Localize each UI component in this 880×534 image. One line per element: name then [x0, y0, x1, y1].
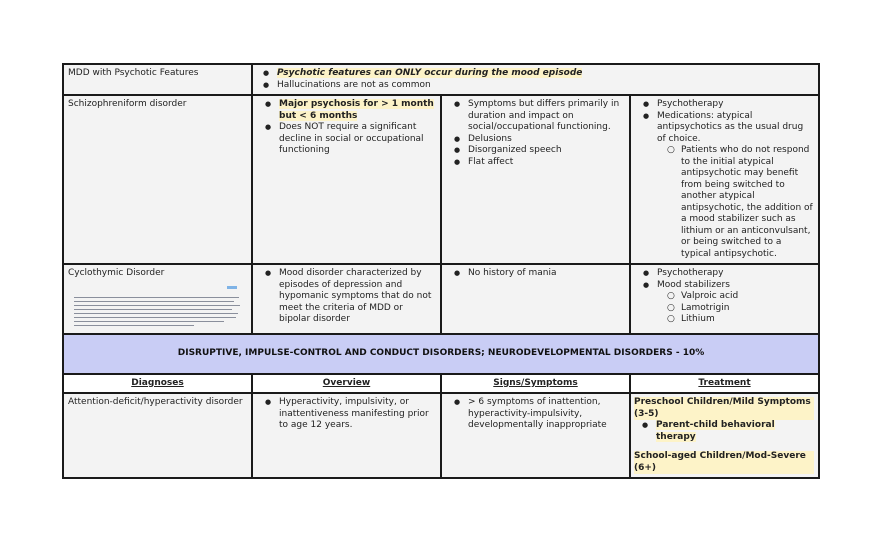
treatment-heading-preschool: Preschool Children/Mild Symptoms (3-5) [634, 397, 814, 420]
diagnosis-name: Cyclothymic Disorder [68, 268, 165, 278]
section-title: DISRUPTIVE, IMPULSE-CONTROL AND CONDUCT DISORDERS; NEURODEVELOPMENTAL DISORDERS - 10% [63, 334, 819, 374]
signs-list [446, 268, 625, 280]
list-item: ● Psychotherapy [657, 99, 814, 111]
sub-list-item: ○ Patients who do not respond to the initial atypical antipsychotic may benefit from being switched to another atypical antipsychotic, the addition of a mood stabilizer such as lithium or an anticonvulsant, or being switched to a typical antipsychotic. [681, 145, 814, 260]
treatment-cell [630, 264, 819, 334]
list-item: ● Hyperactivity, impulsivity, or inattentiveness manifesting prior to age 12 years. [279, 397, 436, 432]
list-item: ● Psychotherapy [657, 268, 814, 280]
diagnosis-cell [63, 95, 252, 264]
signs-cell [441, 393, 630, 478]
diagnosis-cell [63, 64, 252, 95]
header-treatment: Treatment [630, 374, 819, 394]
signs-cell [441, 95, 630, 264]
overview-cell [252, 95, 441, 264]
signs-list [446, 99, 625, 168]
diagnosis-name: Schizophreniform disorder [68, 99, 187, 109]
list-item: ● > 6 symptoms of inattention, hyperactivity-impulsivity, developmentally inappropriate [468, 397, 625, 432]
header-signs: Signs/Symptoms [441, 374, 630, 394]
overview-list [257, 268, 436, 326]
snippet-line [74, 313, 238, 314]
list-item: ● Psychotic features can ONLY occur during the mood episode [277, 68, 814, 80]
sub-list-item: ○ Valproic acid [681, 291, 814, 303]
table-row-mdd [63, 64, 819, 95]
embedded-text-snippet-image [68, 286, 243, 330]
table-row-cyclothymic [63, 264, 819, 334]
snippet-line [74, 309, 232, 310]
overview-cell [252, 64, 819, 95]
list-item: ● Hallucinations are not as common [277, 80, 814, 92]
diagnosis-name: Attention-deficit/hyperactivity disorder [68, 397, 243, 407]
list-item: ● Major psychosis for > 1 month but < 6 months [279, 99, 436, 122]
treatment-sublist [657, 145, 814, 260]
diagnosis-cell [63, 264, 252, 334]
spacer [634, 443, 814, 451]
overview-cell [252, 264, 441, 334]
treatment-list [635, 99, 814, 260]
list-item: ● Disorganized speech [468, 145, 625, 157]
overview-cell [252, 393, 441, 478]
overview-list [255, 68, 814, 91]
sub-list-item: ○ Lamotrigin [681, 303, 814, 315]
list-item: ● Mood stabilizers ○ Valproic acid ○ Lamotrigin ○ Lithium [657, 280, 814, 326]
list-item: ● Does NOT require a significant decline in social or occupational functioning [279, 122, 436, 157]
sub-list-item: ○ Lithium [681, 314, 814, 326]
signs-list [446, 397, 625, 432]
treatment-heading-school-aged: School-aged Children/Mod-Severe (6+) [634, 451, 814, 474]
disorders-table [62, 63, 820, 479]
overview-list [257, 397, 436, 432]
section-banner-row [63, 334, 819, 374]
snippet-line [74, 297, 239, 298]
overview-list [257, 99, 436, 157]
list-item: ● Delusions [468, 134, 625, 146]
snippet-line [74, 301, 234, 302]
snippet-tag [227, 286, 237, 289]
diagnosis-name: MDD with Psychotic Features [68, 68, 199, 78]
header-overview: Overview [252, 374, 441, 394]
table-row-adhd [63, 393, 819, 478]
signs-cell [441, 264, 630, 334]
snippet-line [74, 325, 194, 326]
treatment-list [634, 420, 814, 443]
snippet-line [74, 321, 224, 322]
list-item: ● Medications: atypical antipsychotics as the usual drug of choice. ○ Patients who do not respond to the initial atypical antipsychotic may benefit from being switched to another atypical antipsychotic, the addition of a mood stabilizer such as lithium or an anticonvulsant, or being switched to a typical antipsychotic. [657, 111, 814, 261]
treatment-cell [630, 95, 819, 264]
treatment-cell [630, 393, 819, 478]
snippet-line [74, 317, 236, 318]
list-item: ● Symptoms but differs primarily in duration and impact on social/occupational functioning. [468, 99, 625, 134]
header-diagnoses: Diagnoses [63, 374, 252, 394]
list-item: ● Flat affect [468, 157, 625, 169]
list-item: ● Mood disorder characterized by episodes of depression and hypomanic symptoms that do not meet the criteria of MDD or bipolar disorder [279, 268, 436, 326]
treatment-list [635, 268, 814, 326]
table-row-schizophreniform [63, 95, 819, 264]
snippet-line [74, 305, 240, 306]
diagnosis-cell [63, 393, 252, 478]
header-row [63, 374, 819, 394]
list-item: ● Parent-child behavioral therapy [656, 420, 814, 443]
list-item: ● No history of mania [468, 268, 625, 280]
treatment-sublist [657, 291, 814, 326]
